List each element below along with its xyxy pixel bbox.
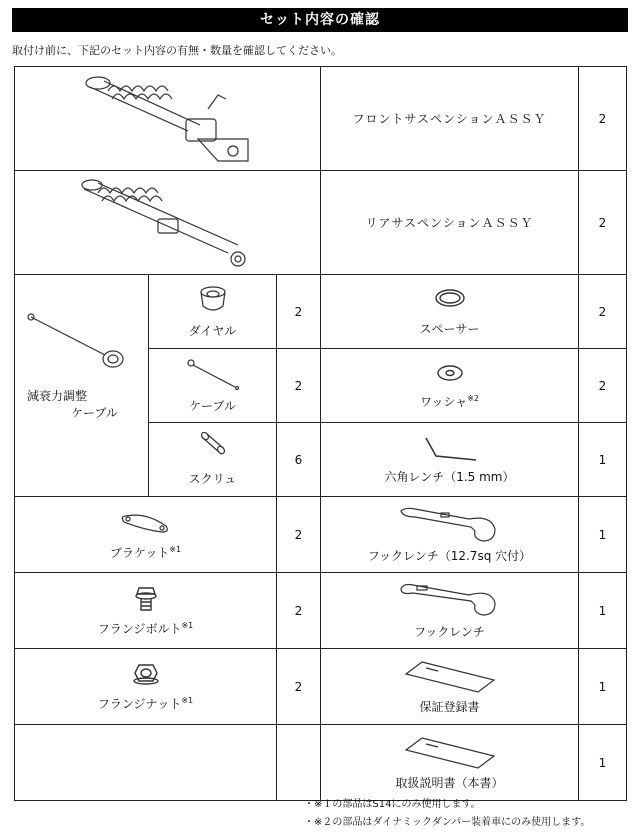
cable-illustration [173, 357, 253, 393]
dial-qty: 2 [277, 275, 321, 349]
manual-name: 取扱説明書（本書） [395, 776, 504, 790]
table-row [15, 725, 627, 801]
bracket-note-mark: ※1 [169, 545, 182, 554]
washer-illustration [430, 361, 470, 385]
dial-cell [149, 275, 277, 349]
hook-wrench-cell [321, 573, 579, 649]
table-row [15, 275, 627, 349]
warranty-qty: 1 [579, 649, 627, 725]
hook-wrench-name: フックレンチ [414, 625, 485, 639]
cable-name: ケーブル [189, 399, 236, 413]
spacer-name: スペーサー [419, 322, 480, 336]
flange-bolt-name: フランジボルト [97, 622, 182, 636]
table-row [15, 67, 627, 171]
bracket-illustration [116, 508, 176, 538]
flange-bolt-note-mark: ※1 [181, 621, 194, 630]
damper-cable-illustration [25, 311, 135, 381]
flange-nut-illustration [131, 661, 161, 687]
flange-nut-cell [15, 649, 277, 725]
washer-note-mark: ※2 [467, 394, 479, 403]
damper-cable-label-line1: 減衰力調整 [27, 389, 88, 403]
damper-cable-label-line2: ケーブル [71, 406, 118, 420]
rear-suspension-name: リアサスペンションＡＳＳＹ [321, 171, 579, 275]
manual-cell [321, 725, 579, 801]
flange-nut-qty: 2 [277, 649, 321, 725]
warranty-illustration [402, 658, 498, 694]
table-row [15, 649, 627, 725]
screw-illustration [193, 432, 233, 462]
screw-name: スクリュ [188, 472, 237, 486]
rear-suspension-image-cell [15, 171, 321, 275]
hex-wrench-qty: 1 [579, 423, 627, 497]
warranty-cell [321, 649, 579, 725]
front-suspension-illustration [68, 69, 268, 169]
footnotes [304, 796, 590, 832]
dial-illustration [193, 284, 233, 318]
flange-nut-label [15, 695, 276, 712]
table-row [15, 573, 627, 649]
hook-wrench-illustration [395, 581, 505, 617]
kit-contents-table [14, 66, 627, 801]
front-suspension-image-cell [15, 67, 321, 171]
flange-bolt-illustration [131, 584, 161, 614]
screw-qty: 6 [277, 423, 321, 497]
hex-wrench-cell [321, 423, 579, 497]
intro-text: 取付け前に、下記のセット内容の有無・数量を確認してください。 [12, 44, 342, 57]
washer-qty: 2 [579, 349, 627, 423]
hook-wrench-hole-qty: 1 [579, 497, 627, 573]
manual-qty: 1 [579, 725, 627, 801]
table-row [15, 497, 627, 573]
hook-wrench-hole-name: フックレンチ（12.7sq 穴付） [367, 549, 532, 563]
table-row [15, 171, 627, 275]
empty-qty-cell [277, 725, 321, 801]
spacer-illustration [430, 286, 470, 312]
hook-wrench-qty: 1 [579, 573, 627, 649]
washer-name: ワッシャ [420, 395, 468, 409]
section-title: セット内容の確認 [12, 8, 628, 32]
rear-suspension-illustration [68, 173, 268, 273]
screw-cell [149, 423, 277, 497]
front-suspension-qty: 2 [579, 67, 627, 171]
footnote-2: ・※２の部品はダイナミックダンパー装着車にのみ使用します。 [304, 817, 591, 828]
rear-suspension-qty: 2 [579, 171, 627, 275]
manual-illustration [402, 734, 498, 770]
bracket-cell [15, 497, 277, 573]
footnote-1: ・※１の部品はS14にのみ使用します。 [304, 799, 481, 810]
flange-bolt-label [15, 620, 276, 637]
cable-qty: 2 [277, 349, 321, 423]
bracket-name: ブラケット [109, 546, 170, 560]
bracket-qty: 2 [277, 497, 321, 573]
hex-wrench-illustration [420, 434, 480, 464]
front-suspension-name: フロントサスペンションＡＳＳＹ [321, 67, 579, 171]
spacer-qty: 2 [579, 275, 627, 349]
damper-cable-group-cell [15, 275, 149, 497]
flange-nut-note-mark: ※1 [181, 696, 194, 705]
hook-wrench-hole-cell [321, 497, 579, 573]
flange-bolt-qty: 2 [277, 573, 321, 649]
washer-label [321, 393, 578, 410]
dial-name: ダイヤル [188, 324, 237, 338]
spacer-cell [321, 275, 579, 349]
cable-cell [149, 349, 277, 423]
warranty-name: 保証登録書 [419, 700, 480, 714]
washer-cell [321, 349, 579, 423]
hook-wrench-hole-illustration [395, 505, 505, 545]
empty-cell [15, 725, 277, 801]
bracket-label [15, 544, 276, 561]
hex-wrench-name: 六角レンチ（1.5 mm） [384, 470, 515, 484]
flange-bolt-cell [15, 573, 277, 649]
flange-nut-name: フランジナット [97, 697, 182, 711]
